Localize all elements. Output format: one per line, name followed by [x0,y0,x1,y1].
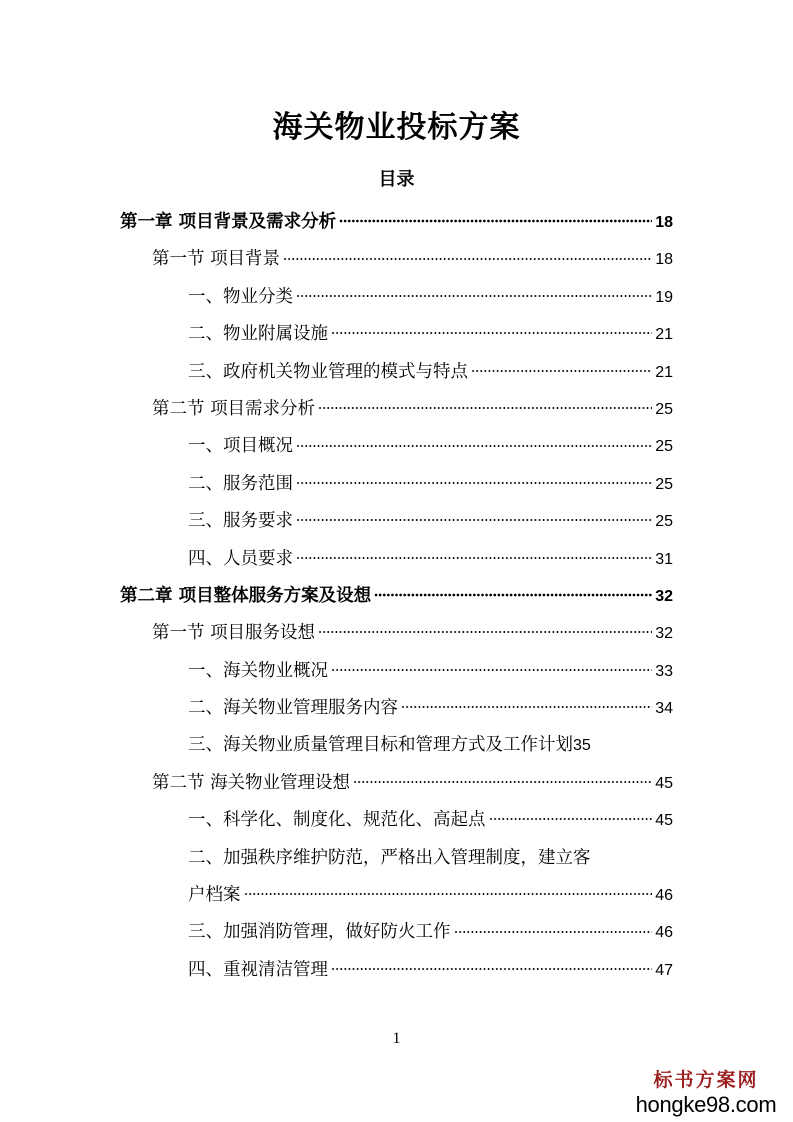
toc-leader-dots [283,243,652,264]
toc-entry-page: 21 [655,363,673,381]
toc-entry-label: 三、政府机关物业管理的模式与特点 [188,361,468,382]
toc-entry-label: 三、加强消防管理，做好防火工作 [188,922,451,943]
toc-leader-dots [318,393,652,414]
toc-entry-chapter-1[interactable] [120,204,673,241]
toc-entry-item[interactable] [120,653,673,690]
toc-entry-label: 三、海关物业质量管理目标和管理方式及工作计划 [188,735,573,756]
toc-entry-item[interactable] [120,503,673,540]
toc-entry-label: 二、服务范围 [188,473,293,494]
toc-entry-page: 46 [655,924,673,942]
toc-entry-label: 二、物业附属设施 [188,324,328,345]
toc-entry-label: 四、人员要求 [188,548,293,569]
toc-entry-page: 46 [655,887,673,905]
toc-entry-page: 25 [655,400,673,418]
toc-entry-page: 45 [655,812,673,830]
toc-entry-label: 一、物业分类 [188,286,293,307]
watermark [631,1068,781,1118]
toc-entry-label: 二、海关物业管理服务内容 [188,698,398,719]
toc-entry-label: 第一节 项目背景 [152,249,281,270]
toc-entry-item[interactable] [120,690,673,727]
toc-entry-page: 31 [655,550,673,568]
toc-leader-dots [454,916,653,937]
watermark-name: 标书方案网 [653,1069,759,1091]
toc-entry-chapter-2[interactable] [120,578,673,615]
toc-entry-label: 第二章 项目整体服务方案及设想 [120,585,372,606]
toc-entry-label: 第一节 项目服务设想 [152,623,316,644]
toc-entry-item[interactable] [120,952,673,989]
toc-entry-page: 21 [655,326,673,344]
toc-entry-label: 三、服务要求 [188,511,293,532]
toc-leader-dots [471,356,652,377]
toc-leader-dots [244,879,653,900]
toc-entry-label: 一、科学化、制度化、规范化、高起点 [188,810,486,831]
toc-entry-page: 35 [573,737,591,755]
toc-entry-item-continuation[interactable] [120,877,673,914]
toc-entry-item[interactable] [120,541,673,578]
toc-entry-page: 34 [655,700,673,718]
toc-leader-dots [331,954,652,975]
toc-leader-dots [374,580,652,601]
toc-entry-page: 18 [655,251,673,269]
toc-leader-dots [401,692,652,713]
toc-entry-page: 32 [655,587,673,605]
toc-entry-label: 第二节 海关物业管理设想 [152,772,351,793]
toc-entry-item[interactable] [120,354,673,391]
toc-leader-dots [331,655,652,676]
toc-entry-label: 第二节 项目需求分析 [152,398,316,419]
toc-leader-dots [296,281,652,302]
toc-entry-label: 一、海关物业概况 [188,660,328,681]
toc-entry-section[interactable] [120,391,673,428]
document-title: 海关物业投标方案 [272,110,521,145]
toc-entry-item[interactable] [120,802,673,839]
toc-entry-item[interactable] [120,279,673,316]
toc-entry-page: 45 [655,774,673,792]
toc-entry-label: 四、重视清洁管理 [188,959,328,980]
toc-entry-item[interactable] [120,727,673,764]
toc-leader-dots [296,543,652,564]
toc-leader-dots [296,505,652,526]
toc-entry-page: 25 [655,475,673,493]
toc-entry-page: 32 [655,625,673,643]
toc-entry-label: 一、项目概况 [188,436,293,457]
toc-entry-page: 25 [655,513,673,531]
page-number: 1 [392,1030,401,1047]
toc-entry-item-wrapped[interactable] [120,840,673,877]
toc-leader-dots [339,206,652,227]
toc-entry-page: 33 [655,662,673,680]
toc-heading: 目录 [378,169,415,190]
toc-entry-item[interactable] [120,466,673,503]
table-of-contents [120,204,673,989]
toc-leader-dots [353,767,652,788]
toc-leader-dots [296,468,652,489]
toc-leader-dots [489,804,653,825]
toc-entry-page: 25 [655,438,673,456]
toc-entry-section[interactable] [120,765,673,802]
toc-entry-page: 47 [655,961,673,979]
toc-entry-label: 第一章 项目背景及需求分析 [120,212,337,232]
toc-leader-dots [331,318,652,339]
watermark-url: hongke98.com [635,1092,777,1117]
toc-entry-label: 二、加强秩序维护防范，严格出入管理制度，建立客 [188,847,591,868]
toc-entry-section[interactable] [120,241,673,278]
toc-entry-item[interactable] [120,428,673,465]
toc-leader-dots [296,430,652,451]
toc-entry-page: 18 [655,214,673,231]
toc-entry-item[interactable] [120,914,673,951]
toc-entry-page: 19 [655,288,673,306]
toc-entry-item[interactable] [120,316,673,353]
toc-leader-dots [318,617,652,638]
toc-entry-section[interactable] [120,615,673,652]
toc-entry-label-continuation: 户档案 [188,885,241,906]
